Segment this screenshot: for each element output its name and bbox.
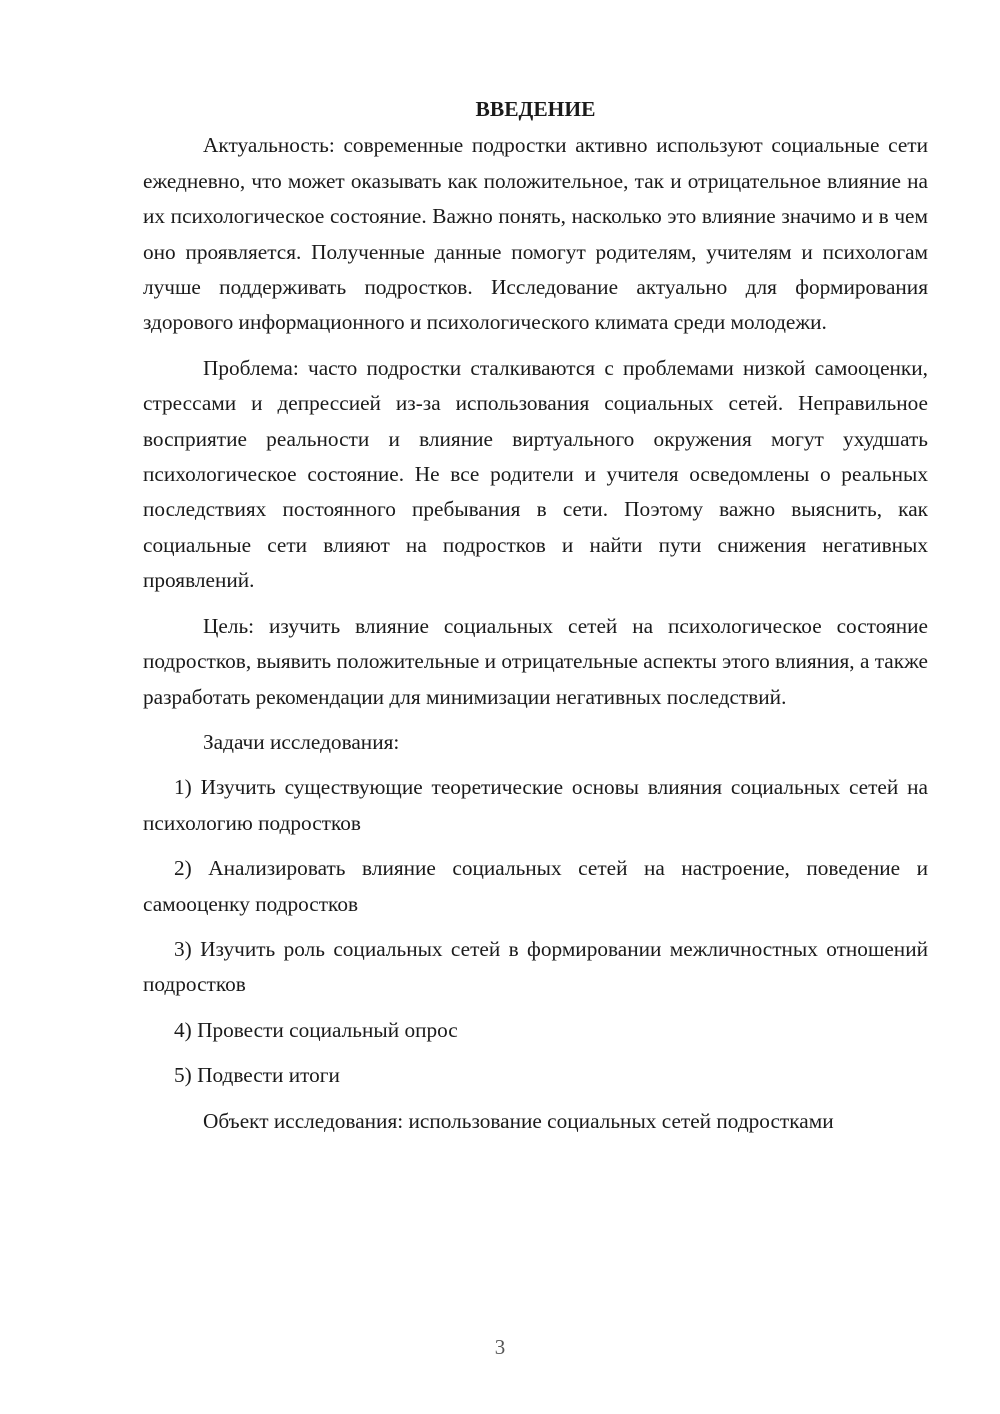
task-item-5: 5) Подвести итоги [174,1063,340,1088]
document-body [143,92,928,1139]
tasks-heading: Задачи исследования: [203,729,400,754]
page-number: 3 [494,1335,506,1359]
task-item-4: 4) Провести социальный опрос [174,1017,458,1042]
section-title: ВВЕДЕНИЕ [475,97,596,121]
paragraph-object: Объект исследования: использование социальных сетей подростками [203,1108,834,1133]
paragraph-goal: Цель: изучить влияние социальных сетей на психологическое состояние подростков, выявить положительные и отрицательные аспекты этого влияния, а также разработать рекомендации для минимизации негативных последствий. [143,613,928,709]
task-item-2: 2) Анализировать влияние социальных сетей на настроение, поведение и самооценку подростков [143,856,928,916]
paragraph-problem: Проблема: часто подростки сталкиваются с проблемами низкой самооценки, стрессами и депрессией из-за использования социальных сетей. Неправильное восприятие реальности и влияние виртуального окружения могут ухудшать психологическое состояние. Не все родители и учителя осведомлены о реальных последствиях постоянного пребывания в сети. Поэтому важно выяснить, как социальные сети влияют на подростков и найти пути снижения негативных проявлений. [143,355,928,593]
task-item-1: 1) Изучить существующие теоретические основы влияния социальных сетей на психологию подростков [143,775,928,835]
task-item-3: 3) Изучить роль социальных сетей в формировании межличностных отношений подростков [143,936,928,997]
paragraph-relevance: Актуальность: современные подростки активно используют социальные сети ежедневно, что может оказывать как положительное, так и отрицательное влияние на их психологическое состояние. Важно понять, насколько это влияние значимо и в чем оно проявляется. Полученные данные помогут родителям, учителям и психологам лучше поддерживать подростков. Исследование актуально для формирования здорового информационного и психологического климата среди молодежи. [143,133,928,335]
